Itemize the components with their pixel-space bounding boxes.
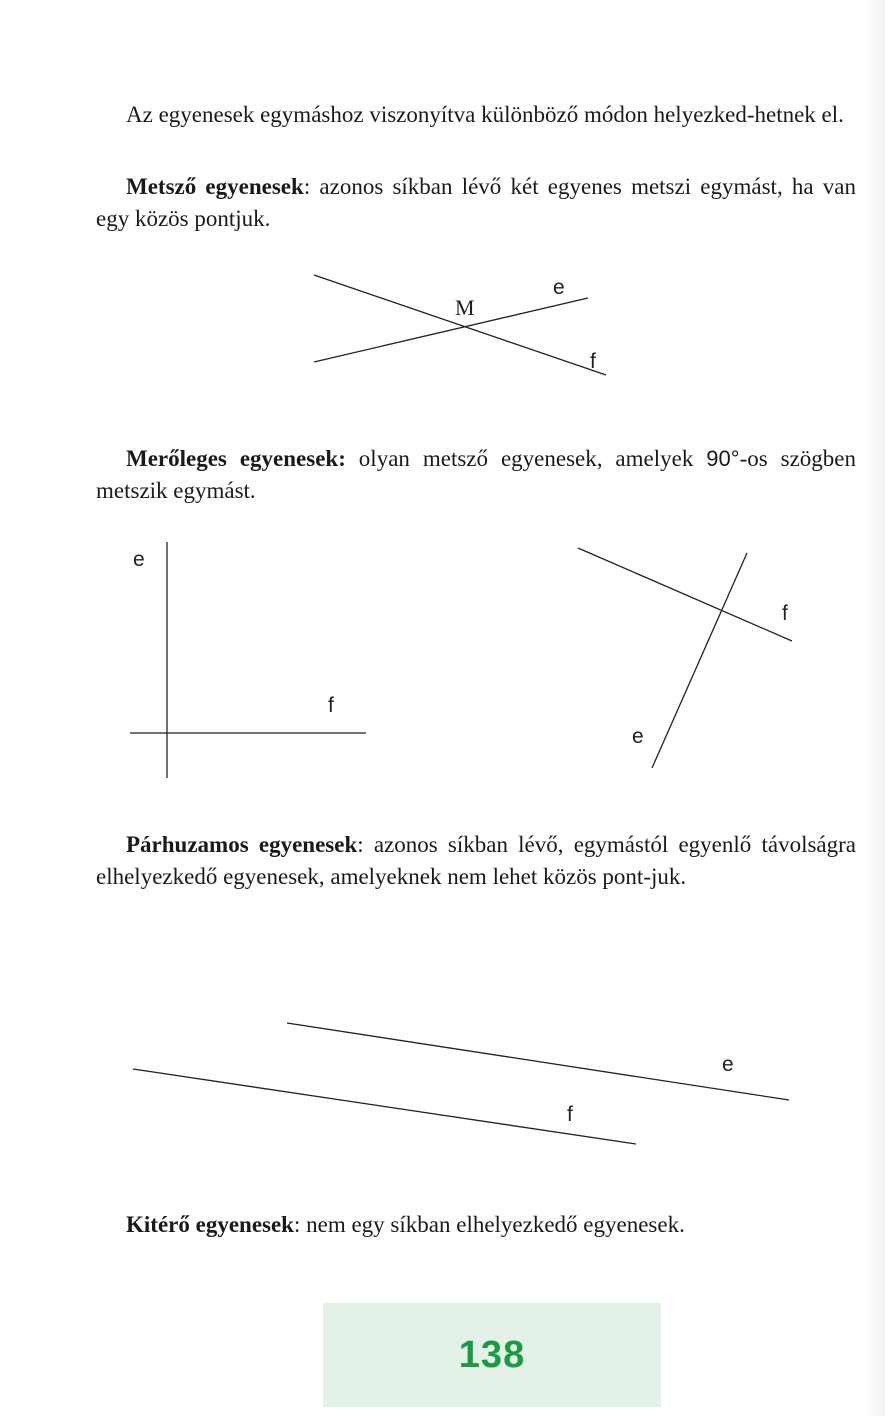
line-e-parallel xyxy=(287,1023,789,1100)
meroleges-def-after: -os szögben metszik egymást. xyxy=(96,446,856,503)
label-e: e xyxy=(133,548,145,571)
page-number: 138 xyxy=(458,1333,526,1376)
kitero-paragraph xyxy=(96,1209,856,1241)
label-f: f xyxy=(590,350,596,373)
meroleges-def-before: olyan metsző egyenesek, amelyek xyxy=(345,446,707,471)
label-m: M xyxy=(455,295,475,320)
meroleges-angle: 90° xyxy=(706,446,740,471)
kitero-definition: : nem egy síkban elhelyezkedő egyenesek. xyxy=(293,1212,685,1237)
label-e: e xyxy=(632,725,644,748)
label-e: e xyxy=(553,276,565,299)
parhuzamos-term: Párhuzamos egyenesek xyxy=(126,832,358,857)
label-f: f xyxy=(782,602,788,625)
meroleges-term: Merőleges egyenesek: xyxy=(126,446,346,471)
label-e: e xyxy=(722,1053,734,1076)
kitero-term: Kitérő egyenesek xyxy=(126,1212,294,1237)
line-f-parallel xyxy=(133,1069,636,1144)
label-f: f xyxy=(567,1103,573,1126)
parhuzamos-definition: : azonos síkban lévő, egymástól egyenlő távolságra elhelyezkedő egyenesek, amelyeknek nem lehet közös pont-juk. xyxy=(96,832,856,889)
label-f: f xyxy=(328,694,334,717)
metszo-term: Metsző egyenesek xyxy=(126,174,304,199)
metszo-definition: : azonos síkban lévő két egyenes metszi egymást, ha van egy közös pontjuk. xyxy=(96,174,857,231)
page-number-box xyxy=(323,1303,661,1407)
intro-text: Az egyenesek egymáshoz viszonyítva különböző módon helyezked-hetnek el. xyxy=(126,102,844,127)
